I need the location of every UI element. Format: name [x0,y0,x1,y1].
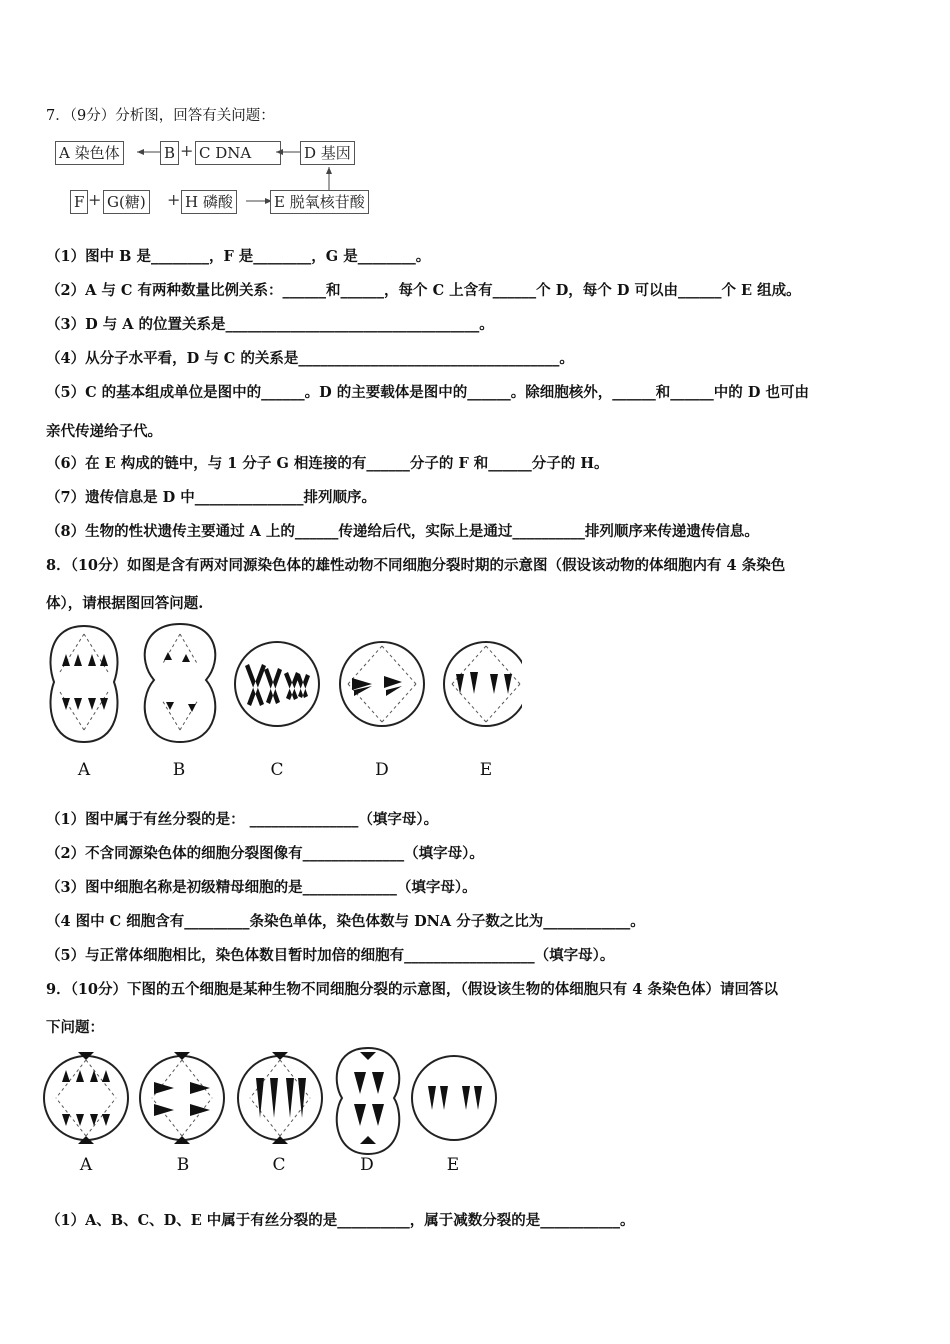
q8-heading-cont: 体），请根据图回答问题. [46,595,204,612]
plus-sign: + [88,190,102,209]
cell-a [50,626,117,742]
box-c: C DNA [195,141,281,165]
q8-label-d: D [375,760,389,780]
q9-label-c: C [272,1155,286,1175]
q7-line-7: （7）遗传信息是 D 中_______________排列顺序。 [46,489,377,506]
box-a: A 染色体 [55,141,124,165]
box-e: E 脱氧核苷酸 [270,190,369,214]
q7-line-5-cont: 亲代传递给子代。 [46,423,162,440]
q9-label-a: A [79,1155,93,1175]
box-b: B [160,141,179,165]
q7-line-2: （2）A 与 C 有两种数量比例关系：______和______，每个 C 上含有______个 D，每个 D 可以由______个 E 组成。 [46,282,801,299]
q8-line-5: （5）与正常体细胞相比，染色体数目暂时加倍的细胞有__________________（填字母）。 [46,947,615,964]
q8-line-1: （1）图中属于有丝分裂的是： _______________（填字母）。 [46,811,439,828]
plus-sign: + [180,141,194,160]
q7-line-5: （5）C 的基本组成单位是图中的______。D 的主要载体是图中的______。除细胞核外，______和______中的 D 也可由 [46,384,809,401]
q8-cell-figure [42,620,522,755]
q8-label-e: E [479,760,493,780]
q9-cell-figure [42,1042,502,1162]
arrow-up-icon [324,165,334,191]
q8-label-b: B [172,760,186,780]
q8-line-2: （2）不含同源染色体的细胞分裂图像有______________（填字母）。 [46,845,484,862]
q8-heading-text: 8．（10分）如图是含有两对同源染色体的雄性动物不同细胞分裂时期的示意图（假设该动物的体细胞内有 4 条染色 [46,557,786,574]
q9-heading-cont: 下问题： [46,1019,104,1036]
box-d: D 基因 [300,141,355,165]
box-f: F [70,190,88,214]
box-g: G(糖) [103,190,150,214]
q9-label-e: E [446,1155,460,1175]
q7-line-1: （1）图中 B 是________，F 是________，G 是________。 [46,248,431,265]
cell-e [412,1056,496,1140]
q9-heading [46,978,778,999]
q8-label-a: A [77,760,91,780]
cell-e [444,642,522,726]
cell-b [145,624,216,742]
q7-heading: 7．（9分）分析图，回答有关问题： [46,108,275,124]
q8-line-3: （3）图中细胞名称是初级精母细胞的是_____________（填字母）。 [46,879,477,896]
q7-line-8: （8）生物的性状遗传主要通过 A 上的______传递给后代，实际上是通过__________排列顺序来传递遗传信息。 [46,523,759,540]
q7-line-3: （3）D 与 A 的位置关系是___________________________________。 [46,316,494,333]
q9-heading-text: 9．（10分）下图的五个细胞是某种生物不同细胞分裂的示意图，（假设该生物的体细胞只有 4 条染色体）请回答以 [46,981,778,998]
plus-sign: + [167,190,181,209]
q8-heading [46,554,785,575]
q7-line-6: （6）在 E 构成的链中，与 1 分子 G 相连接的有______分子的 F 和______分子的 H。 [46,455,609,472]
q8-label-c: C [270,760,284,780]
box-h: H 磷酸 [181,190,237,214]
q9-label-b: B [176,1155,190,1175]
q9-line-1: （1）A、B、C、D、E 中属于有丝分裂的是__________，属于减数分裂的是___________。 [46,1212,635,1229]
q7-line-4: （4）从分子水平看，D 与 C 的关系是____________________________________。 [46,350,574,367]
q9-label-d: D [360,1155,374,1175]
q8-line-4: （4 图中 C 细胞含有_________条染色单体，染色体数与 DNA 分子数之比为____________。 [46,913,645,930]
